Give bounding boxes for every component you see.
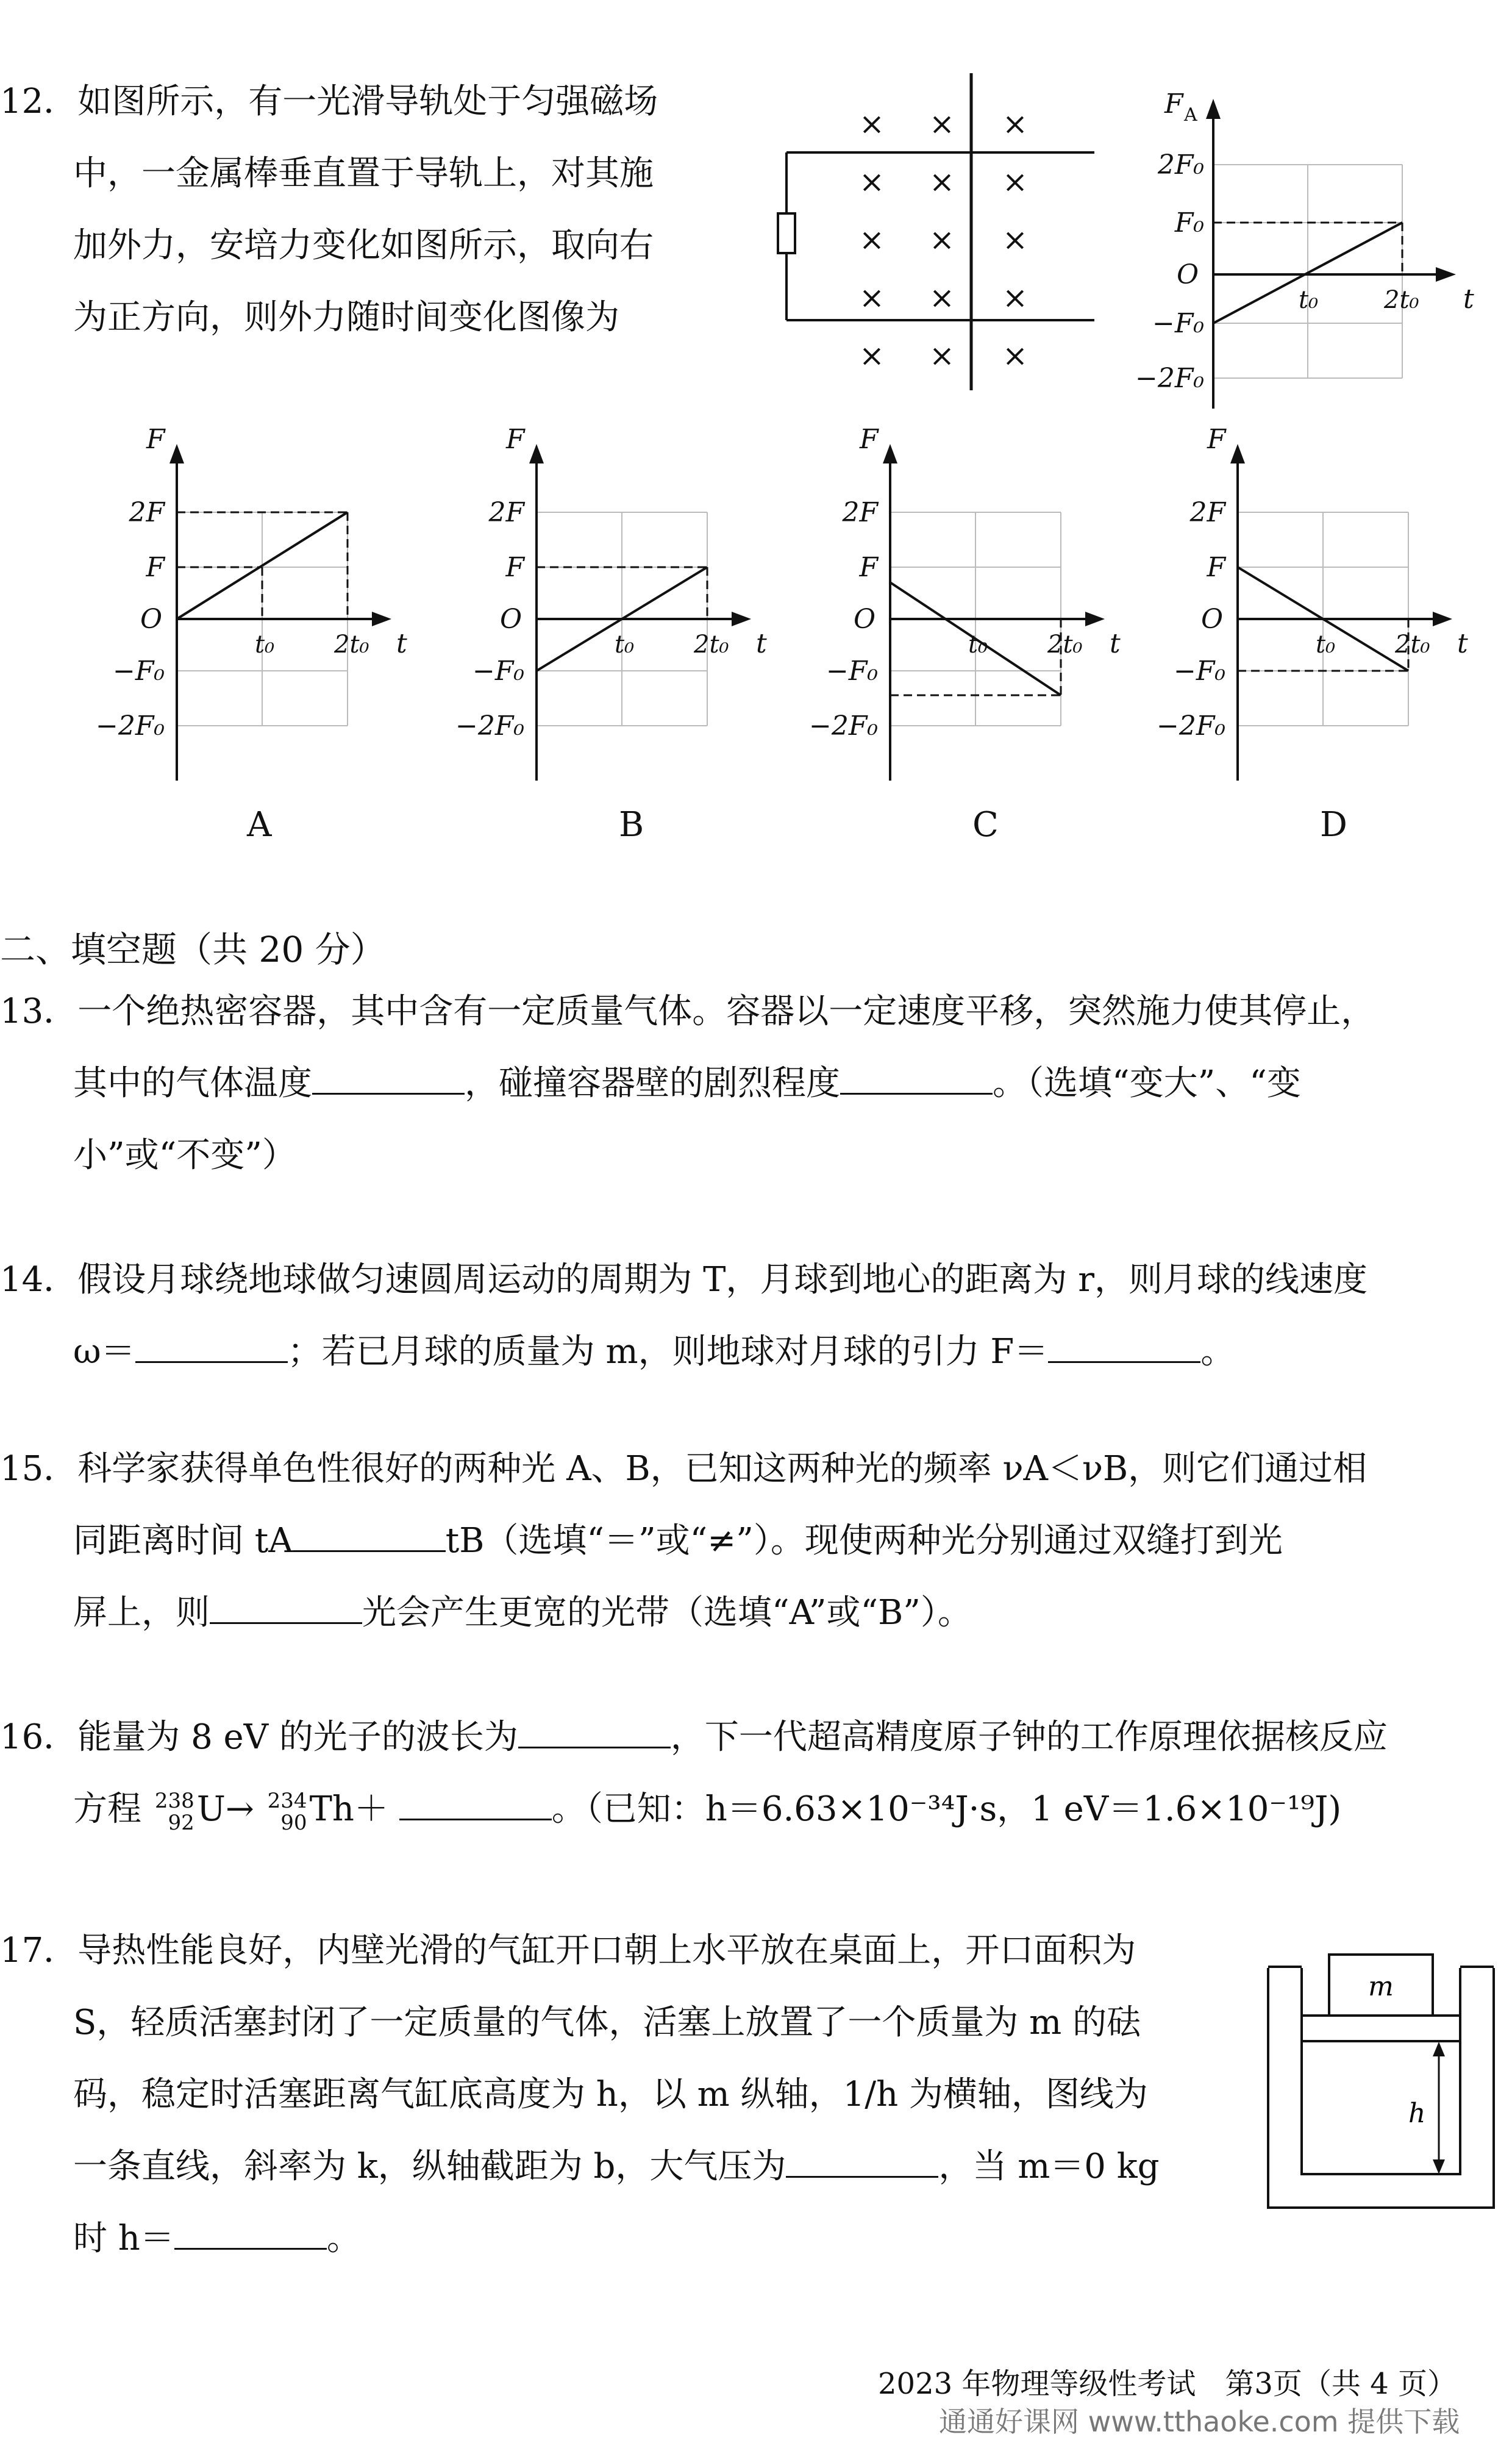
q14-blank-2[interactable] (1048, 1325, 1200, 1363)
q15-blank-1[interactable] (293, 1514, 446, 1552)
svg-text:2F: 2F (842, 497, 878, 528)
svg-text:−F₀: −F₀ (826, 656, 878, 687)
svg-text:×: × (859, 280, 885, 315)
svg-text:O: O (1201, 604, 1224, 635)
svg-text:F: F (859, 552, 878, 583)
svg-text:t: t (1463, 284, 1474, 315)
svg-text:t₀: t₀ (1299, 286, 1319, 314)
option-a-label: A (247, 805, 272, 845)
q17-blank-2[interactable] (174, 2211, 327, 2250)
q14-text: 14．假设月球绕地球做匀速圆周运动的周期为 T，月球到地心的距离为 r，则月球的线速度 ω＝ ；若已月球的质量为 m，则地球对月球的引力 F＝ 。 (0, 1260, 1368, 1372)
svg-text:F: F (1207, 424, 1226, 455)
option-a-graph (169, 444, 391, 781)
section-title: 二、填空题（共 20 分） (0, 929, 386, 970)
svg-text:t: t (1457, 628, 1468, 659)
svg-text:m: m (1368, 1971, 1394, 2002)
q12-text: 12．如图所示，有一光滑导轨处于匀强磁场 中，一金属棒垂直置于导轨上，对其施 加外力，安培力变化如图所示，取向右 为正方向，则外力随时间变化图像为 (0, 82, 658, 337)
rail-diagram (768, 73, 1110, 402)
svg-text:×: × (1002, 222, 1028, 257)
svg-text:×: × (1002, 338, 1028, 373)
page-footer: 2023 年物理等级性考试 第3页（共 4 页） (878, 2367, 1457, 2401)
svg-text:2F: 2F (129, 497, 165, 528)
option-d-graph (1230, 444, 1452, 781)
q13-blank-1[interactable] (312, 1056, 465, 1095)
q17-blank-1[interactable] (786, 2139, 938, 2178)
option-b-label: B (619, 805, 644, 845)
svg-text:−2F₀: −2F₀ (808, 710, 878, 742)
q15-blank-2[interactable] (210, 1586, 362, 1624)
svg-text:×: × (929, 222, 955, 257)
q15-text: 15．科学家获得单色性很好的两种光 A、B，已知这两种光的频率 νA＜νB，则它们通过相 同距离时间 tA tB（选填“＝”或“≠”）。现使两种光分别通过双缝打到光 屏上，则 光会产生更宽的光带（选填“A”或“B”）。 (0, 1449, 1368, 1633)
q12-number: 12． (0, 82, 78, 121)
svg-text:t₀: t₀ (1316, 631, 1336, 659)
svg-text:2F₀: 2F₀ (1157, 149, 1204, 181)
resistor (778, 213, 795, 253)
grid (1213, 165, 1402, 378)
svg-text:F: F (146, 424, 165, 455)
field-crosses (859, 106, 1028, 373)
svg-text:F: F (506, 424, 525, 455)
svg-text:t: t (1110, 628, 1121, 659)
svg-text:−2F₀: −2F₀ (455, 710, 524, 742)
svg-text:−F₀: −F₀ (1173, 656, 1225, 687)
svg-text:F₀: F₀ (1174, 207, 1204, 238)
svg-text:h: h (1408, 2098, 1426, 2129)
svg-text:×: × (929, 280, 955, 315)
svg-text:×: × (929, 106, 955, 141)
svg-text:×: × (859, 164, 885, 199)
svg-text:t: t (756, 628, 767, 659)
q17-text: 17．导热性能良好，内壁光滑的气缸开口朝上水平放在桌面上，开口面积为 S，轻质活塞封闭了一定质量的气体，活塞上放置了一个质量为 m 的砝 码，稳定时活塞距离气缸底高度为 h，以 m 纵轴，1/h 为横轴，图线为 一条直线，斜率为 k，纵轴截距为 b，大气压为 ，当 m＝0 kg 时 h＝ 。 (0, 1931, 1160, 2258)
option-c-label: C (972, 805, 999, 845)
svg-text:−2F₀: −2F₀ (95, 710, 165, 742)
svg-text:2t₀: 2t₀ (694, 631, 729, 659)
svg-text:×: × (929, 164, 955, 199)
axis-label-FA: F (1164, 88, 1183, 120)
svg-text:A: A (1184, 104, 1197, 126)
svg-text:−2F₀: −2F₀ (1135, 363, 1204, 394)
option-b-graph (529, 444, 751, 781)
ampere-force-graph (1122, 85, 1500, 427)
svg-text:F: F (505, 552, 524, 583)
piston (1302, 2016, 1460, 2041)
svg-text:O: O (500, 604, 522, 635)
q16-blank-2[interactable] (399, 1782, 552, 1820)
svg-text:×: × (1002, 106, 1028, 141)
option-graphs (0, 421, 1512, 811)
option-c-graph (883, 444, 1105, 781)
svg-text:−F₀: −F₀ (472, 656, 524, 687)
svg-text:O: O (140, 604, 163, 635)
svg-text:×: × (1002, 164, 1028, 199)
svg-text:×: × (1002, 280, 1028, 315)
svg-text:t₀: t₀ (255, 631, 275, 659)
svg-text:×: × (859, 338, 885, 373)
svg-text:2F: 2F (1189, 497, 1225, 528)
svg-text:2t₀: 2t₀ (1047, 631, 1083, 659)
svg-text:t₀: t₀ (968, 631, 988, 659)
uranium-isotope: 238 92 (154, 1788, 194, 1835)
svg-text:2t₀: 2t₀ (1395, 631, 1430, 659)
svg-text:t₀: t₀ (615, 631, 635, 659)
svg-text:−2F₀: −2F₀ (1156, 710, 1225, 742)
cylinder-diagram (1262, 1945, 1506, 2220)
q13-text: 13．一个绝热密容器，其中含有一定质量气体。容器以一定速度平移，突然施力使其停止， 其中的气体温度 ，碰撞容器壁的剧烈程度 。（选填“变大”、“变 小”或“不变”） (0, 992, 1375, 1175)
svg-text:×: × (929, 338, 955, 373)
svg-text:×: × (859, 106, 885, 141)
q13-blank-2[interactable] (840, 1056, 993, 1095)
svg-text:O: O (1177, 259, 1199, 290)
thorium-isotope: 234 90 (267, 1788, 307, 1835)
q16-text: 16．能量为 8 eV 的光子的波长为 ，下一代超高精度原子钟的工作原理依据核反应 方程 238 92U→ 234 90Th＋ 。（已知：h＝6.63×10⁻³⁴J·s，1 eV＝1.6×10⁻¹⁹J) (0, 1701, 1388, 1845)
option-d-label: D (1320, 805, 1347, 845)
svg-text:O: O (854, 604, 876, 635)
svg-text:×: × (859, 222, 885, 257)
svg-text:2t₀: 2t₀ (1384, 286, 1419, 314)
svg-text:t: t (396, 628, 407, 659)
watermark: 通通好课网 www.tthaoke.com 提供下载 (939, 2405, 1460, 2438)
svg-text:F: F (1207, 552, 1225, 583)
q14-blank-1[interactable] (135, 1325, 288, 1363)
svg-text:F: F (146, 552, 165, 583)
svg-text:2F: 2F (488, 497, 524, 528)
q16-blank-1[interactable] (518, 1710, 671, 1748)
svg-text:−F₀: −F₀ (112, 656, 165, 687)
svg-text:−F₀: −F₀ (1152, 308, 1204, 339)
svg-text:2t₀: 2t₀ (334, 631, 369, 659)
svg-text:F: F (860, 424, 879, 455)
